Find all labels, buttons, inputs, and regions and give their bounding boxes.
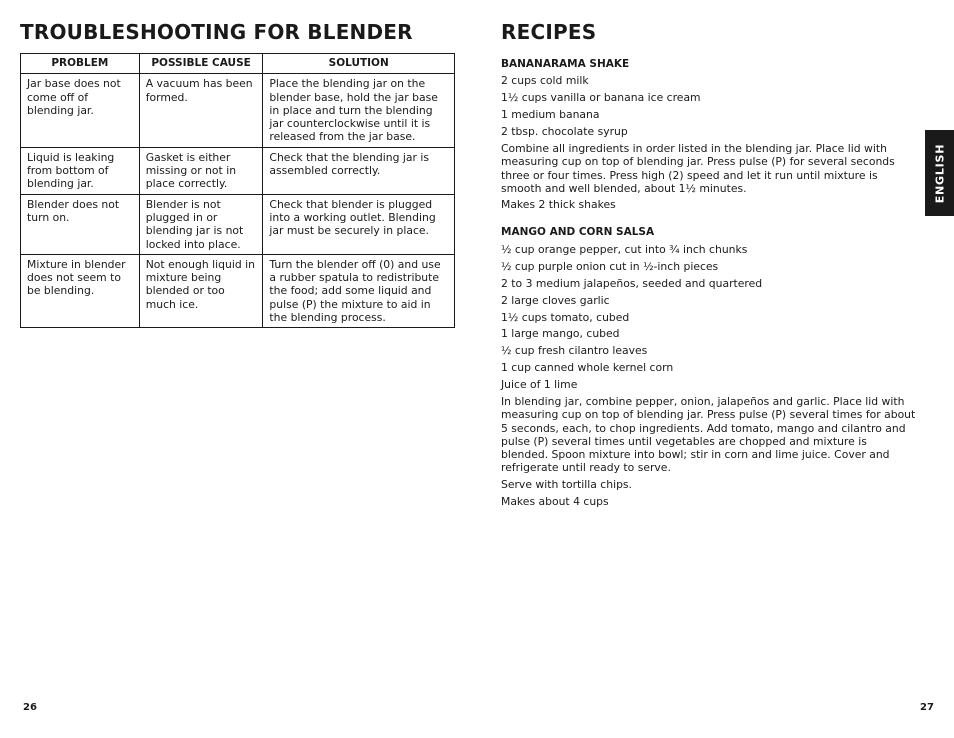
troubleshooting-table xyxy=(20,53,455,328)
ingredient-line: ½ cup purple onion cut in ½-inch pieces xyxy=(501,260,719,273)
cause-cell: Not enough liquid in mixture being blended or too much ice. xyxy=(139,254,263,327)
right-page xyxy=(501,20,916,508)
ingredient-line: 2 cups cold milk xyxy=(501,74,589,87)
table-row xyxy=(21,147,455,194)
shake-instructions: Combine all ingredients in order listed in the blending jar. Place lid with measuring cup on top of blending jar. Press pulse (P) for several seconds three or four times. Press high (2) speed and let it run until mixture is smooth and well blended, about 1½ minutes. xyxy=(501,142,895,195)
solution-cell: Check that the blending jar is assembled correctly. xyxy=(263,147,455,194)
header-solution: SOLUTION xyxy=(263,54,455,74)
table-row xyxy=(21,254,455,327)
page-number-right: 27 xyxy=(920,702,934,713)
ingredient-line: ½ cup fresh cilantro leaves xyxy=(501,344,648,357)
ingredient-line: 1 medium banana xyxy=(501,108,600,121)
salsa-instructions: In blending jar, combine pepper, onion, jalapeños and garlic. Place lid with measuring cup on top of blending jar. Press pulse (P) several times for about 5 seconds, each, to chop ingredients. Add tomato, mango and cilantro and pulse (P) several times until vegetables are chopped and mixture is blended. Spoon mixture into bowl; stir in corn and lime juice. Cover and refrigerate until ready to serve. xyxy=(501,395,916,475)
problem-cell: Liquid is leaking from bottom of blending jar. xyxy=(21,147,140,194)
table-row xyxy=(21,74,455,147)
troubleshooting-title: TROUBLESHOOTING FOR BLENDER xyxy=(20,20,413,44)
shake-recipe-title: BANANARAMA SHAKE xyxy=(501,58,630,70)
ingredient-line: 2 tbsp. chocolate syrup xyxy=(501,125,628,138)
ingredient-line: 1 cup canned whole kernel corn xyxy=(501,361,674,374)
ingredient-line: Juice of 1 lime xyxy=(501,378,578,391)
ingredient-line: 1½ cups vanilla or banana ice cream xyxy=(501,91,701,104)
recipes-title: RECIPES xyxy=(501,20,597,44)
problem-cell: Blender does not turn on. xyxy=(21,194,140,254)
header-possible-cause: POSSIBLE CAUSE xyxy=(139,54,263,74)
language-tab xyxy=(925,130,954,216)
cause-cell: A vacuum has been formed. xyxy=(139,74,263,147)
salsa-recipe-title: MANGO AND CORN SALSA xyxy=(501,226,655,238)
ingredient-line: 1½ cups tomato, cubed xyxy=(501,311,630,324)
shake-yield: Makes 2 thick shakes xyxy=(501,198,616,211)
table-header-row xyxy=(21,54,455,74)
page-number-left: 26 xyxy=(23,702,37,713)
header-problem: PROBLEM xyxy=(21,54,140,74)
salsa-yield: Makes about 4 cups xyxy=(501,495,609,508)
solution-cell: Check that blender is plugged into a working outlet. Blending jar must be securely in place. xyxy=(263,194,455,254)
table-row xyxy=(21,194,455,254)
ingredient-line: 2 to 3 medium jalapeños, seeded and quartered xyxy=(501,277,763,290)
solution-cell: Turn the blender off (0) and use a rubber spatula to redistribute the food; add some liquid and pulse (P) the mixture to aid in the blending process. xyxy=(263,254,455,327)
solution-cell: Place the blending jar on the blender base, hold the jar base in place and turn the blending jar counterclockwise until it is released from the jar base. xyxy=(263,74,455,147)
problem-cell: Mixture in blender does not seem to be blending. xyxy=(21,254,140,327)
ingredient-line: 2 large cloves garlic xyxy=(501,294,610,307)
cause-cell: Blender is not plugged in or blending jar is not locked into place. xyxy=(139,194,263,254)
cause-cell: Gasket is either missing or not in place correctly. xyxy=(139,147,263,194)
salsa-serve: Serve with tortilla chips. xyxy=(501,478,632,491)
problem-cell: Jar base does not come off of blending jar. xyxy=(21,74,140,147)
ingredient-line: ½ cup orange pepper, cut into ¾ inch chunks xyxy=(501,243,748,256)
left-page xyxy=(20,20,455,325)
ingredient-line: 1 large mango, cubed xyxy=(501,327,620,340)
language-tab-label: ENGLISH xyxy=(933,143,946,203)
